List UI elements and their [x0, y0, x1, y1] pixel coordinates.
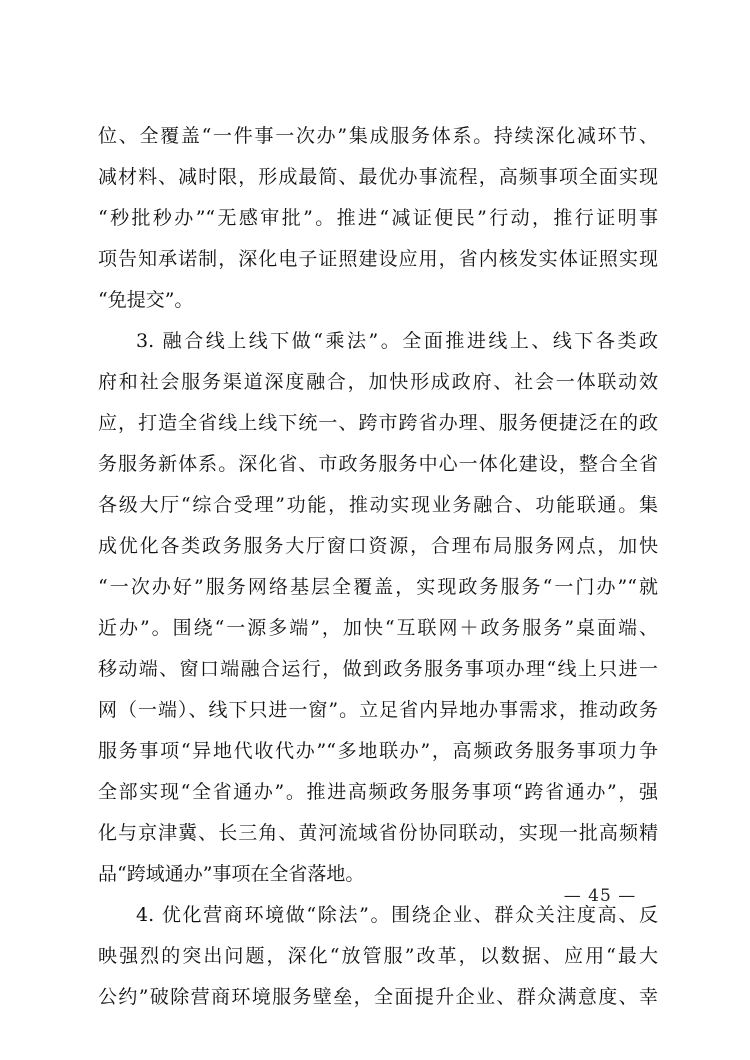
text-line: “秒批秒办”“无感审批”。推进“减证便民”行动，推行证明事 [98, 207, 658, 229]
text-line: 减材料、减时限，形成最简、最优办事流程，高频事项全面实现 [98, 166, 658, 188]
section-3-heading-line: 3. 融合线上线下做“乘法”。全面推进线上、线下各类政 [136, 330, 658, 352]
text-line: 全部实现“全省通办”。推进高频政务服务事项“跨省通办”，强 [98, 781, 658, 803]
section-4-heading-line: 4. 优化营商环境做“除法”。围绕企业、群众关注度高、反 [136, 904, 658, 926]
text-line: 网（一端）、线下只进一窗”。立足省内异地办事需求，推动政务 [98, 699, 658, 721]
text-line: 移动端、窗口端融合运行，做到政务服务事项办理“线上只进一 [98, 658, 658, 680]
text-line: 映强烈的突出问题，深化“放管服”改革，以数据、应用“最大 [98, 945, 658, 967]
text-line: 品“跨域通办”事项在全省落地。 [98, 863, 365, 885]
text-line: 化与京津冀、长三角、黄河流域省份协同联动，实现一批高频精 [98, 822, 658, 844]
page-number: — 45 — [563, 886, 637, 906]
text-line: 近办”。围绕“一源多端”，加快“互联网＋政务服务”桌面端、 [98, 617, 658, 639]
text-line: 府和社会服务渠道深度融合，加快形成政府、社会一体联动效 [98, 371, 658, 393]
text-line: 项告知承诺制，深化电子证照建设应用，省内核发实体证照实现 [98, 248, 658, 270]
text-line: 各级大厅“综合受理”功能，推动实现业务融合、功能联通。集 [98, 494, 658, 516]
text-line: 位、全覆盖“一件事一次办”集成服务体系。持续深化减环节、 [98, 125, 658, 147]
text-line: “一次办好”服务网络基层全覆盖，实现政务服务“一门办”“就 [98, 576, 658, 598]
text-line: 务服务新体系。深化省、市政务服务中心一体化建设，整合全省 [98, 453, 658, 475]
text-line: 应，打造全省线上线下统一、跨市跨省办理、服务便捷泛在的政 [98, 412, 658, 434]
text-line: “免提交”。 [98, 289, 194, 311]
text-line: 公约”破除营商环境服务壁垒，全面提升企业、群众满意度、幸 [98, 986, 658, 1008]
text-line: 服务事项“异地代收代办”“多地联办”，高频政务服务事项力争 [98, 740, 658, 762]
body-text [98, 116, 658, 1018]
text-line: 成优化各类政务服务大厅窗口资源，合理布局服务网点，加快 [98, 535, 658, 557]
